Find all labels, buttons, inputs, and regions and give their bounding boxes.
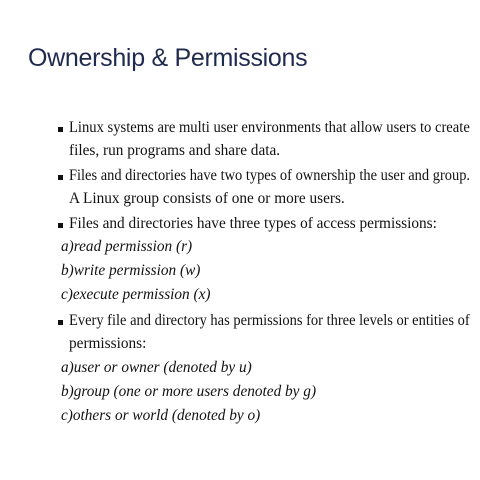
bullet-4-line-1: Every file and directory has permissions for three levels or entities of — [69, 312, 470, 329]
bullet-4-sub-b: b)group (one or more users denoted by g) — [61, 383, 317, 400]
slide-title: Ownership & Permissions — [28, 44, 308, 72]
bullet-1-line-1: Linux systems are multi user environments that allow users to create — [69, 119, 470, 136]
bullet-square-icon — [58, 175, 63, 180]
bullet-3-sub-b: b)write permission (w) — [61, 262, 201, 279]
bullet-square-icon — [58, 127, 63, 132]
bullet-3-line-1: Files and directories have three types of access permissions: — [69, 215, 437, 232]
bullet-1-line-2: files, run programs and share data. — [69, 142, 281, 159]
bullet-2-line-2: A Linux group consists of one or more users. — [69, 190, 345, 207]
bullet-4-sub-c: c)others or world (denoted by o) — [61, 407, 261, 424]
bullet-square-icon — [58, 320, 63, 325]
bullet-4-line-2: permissions: — [69, 335, 147, 352]
bullet-3-sub-c: c)execute permission (x) — [61, 286, 211, 303]
bullet-3-sub-a: a)read permission (r) — [61, 238, 193, 255]
bullet-square-icon — [58, 223, 63, 228]
bullet-2-line-1: Files and directories have two types of ownership the user and group. — [69, 167, 471, 184]
bullet-4-sub-a: a)user or owner (denoted by u) — [61, 359, 252, 376]
